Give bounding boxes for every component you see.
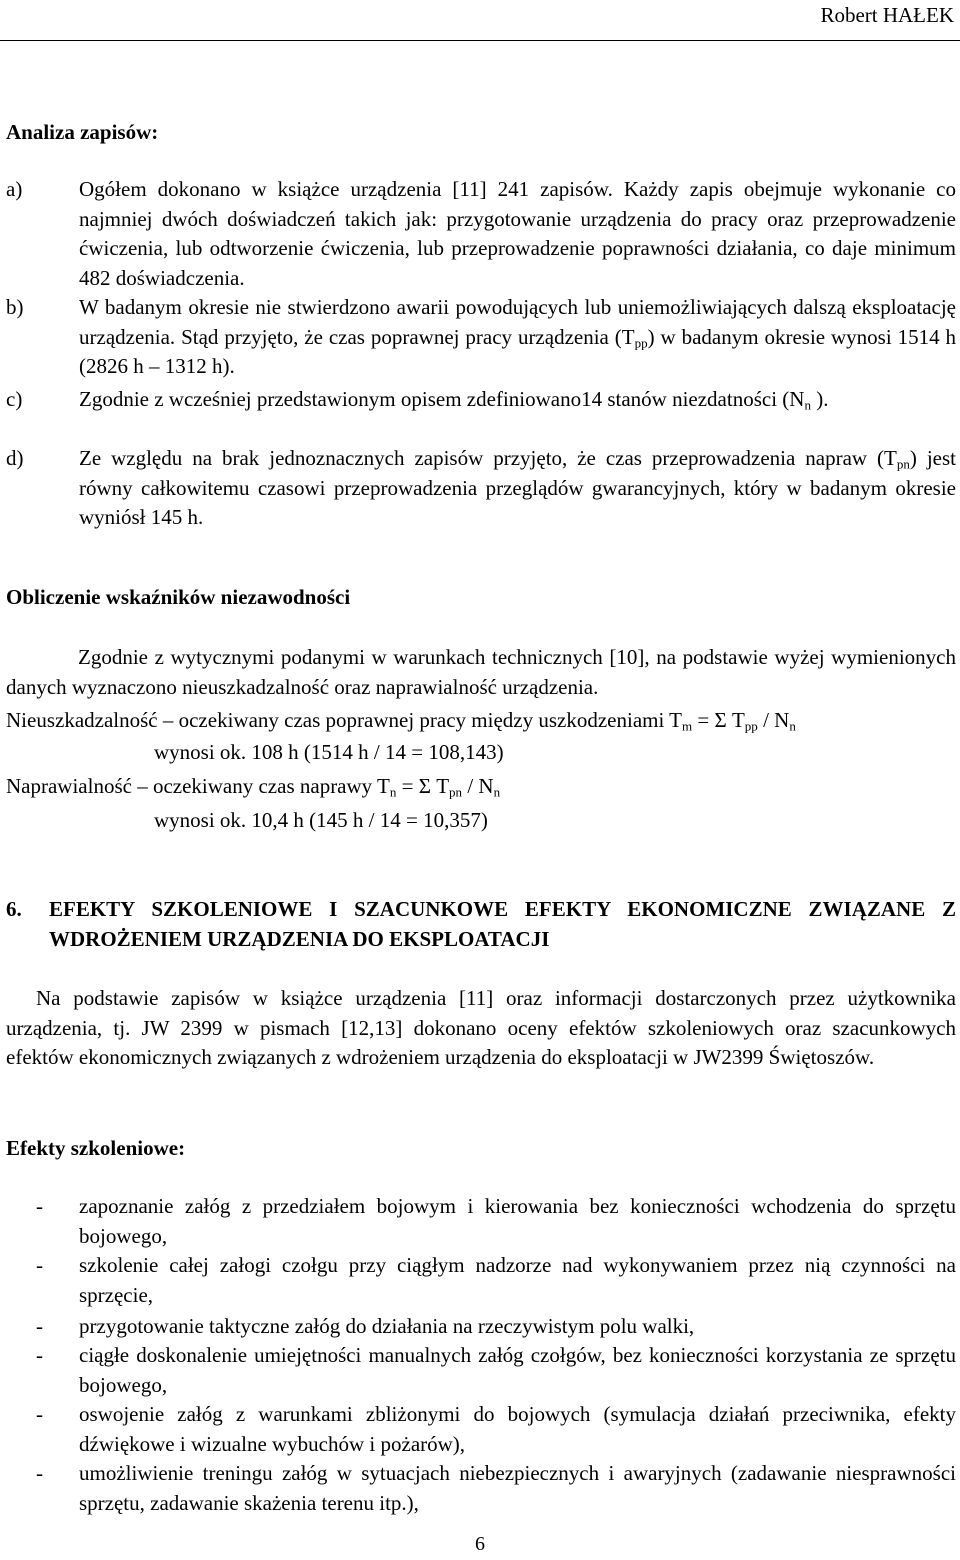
page-number: 6 [475, 1533, 485, 1555]
list-item [6, 1192, 956, 1251]
list-item-text: oswojenie załóg z warunkami zbliżonymi do bojowych (symulacja działań przeciwnika, efekty dźwiękowe i wizualne wybuchów i pożarów), [79, 1402, 956, 1456]
list-item [6, 1400, 956, 1459]
bullet-marker: - [36, 1343, 43, 1367]
list-item-text: zapoznanie załóg z przedziałem bojowym i kierowania bez konieczności wchodzenia do sprzętu bojowego, [79, 1194, 956, 1248]
section-paragraph: Na podstawie zapisów w książce urządzenia [11] oraz informacji dostarczonych przez użytkownika urządzenia, tj. JW 2399 w pismach [12,13] dokonano oceny efektów szkoleniowych oraz szacunkowych efektów ekonomicznych związanych z wdrożeniem urządzenia do eksploatacji w JW2399 Świętoszów. [6, 986, 956, 1069]
bullet-marker: - [36, 1314, 43, 1338]
list-item-text: ciągłe doskonalenie umiejętności manualnych załóg czołgów, bez konieczności korzystania ze sprzętu bojowego, [79, 1343, 956, 1397]
list-item [6, 444, 956, 533]
reliability-heading: Obliczenie wskaźników niezawodności [6, 585, 351, 609]
list-marker: b) [6, 295, 24, 319]
list-item-text: Ogółem dokonano w książce urządzenia [11] 241 zapisów. Każdy zapis obejmuje wykonanie co najmniej dwóch doświadczeń takich jak: przygotowanie urządzenia do pracy oraz przeprowadzenie ćwiczenia, lub odtworzenie ćwiczenia, lub przeprowadzenie poprawności działania, co daje minimum 482 doświadczenia. [79, 177, 956, 290]
bullet-marker: - [36, 1402, 43, 1426]
list-item [6, 1341, 956, 1400]
page-header [0, 0, 960, 41]
list-marker: c) [6, 387, 23, 411]
list-marker: d) [6, 446, 24, 470]
list-item-text: W badanym okresie nie stwierdzono awarii powodujących lub uniemożliwiających dalszą eksploatację urządzenia. Stąd przyjęto, że czas poprawnej pracy urządzenia $(T_{pp})$ w badanym okresie wynosi 1514 h (2826 h – 1312 h). [79, 295, 956, 378]
section-heading [6, 895, 956, 954]
bullet-marker: - [36, 1461, 43, 1485]
header-author: Robert HAŁEK [820, 3, 954, 27]
unreliability-result: wynosi ok. 108 h (1514 h / 14 = 108,143) [154, 740, 504, 764]
training-heading: Efekty szkoleniowe: [6, 1136, 186, 1160]
list-item [6, 1312, 956, 1342]
list-marker: a) [6, 177, 23, 201]
list-item-text: przygotowanie taktyczne załóg do działania na rzeczywistym polu walki, [79, 1314, 695, 1338]
list-item [6, 1459, 956, 1518]
list-item [6, 175, 956, 293]
reliability-intro: Zgodnie z wytycznymi podanymi w warunkach technicznych [10], na podstawie wyżej wymienionych danych wyznaczono nieuszkadzalność oraz naprawialność urządzenia. [6, 645, 956, 699]
repairability-result: wynosi ok. 10,4 h (145 h / 14 = 10,357) [154, 808, 488, 832]
list-item-text: Ze względu na brak jednoznacznych zapisów przyjęto, że czas przeprowadzenia napraw $(T_{pn})$ jest równy całkowitemu czasowi przeprowadzenia przeglądów gwarancyjnych, który w badanym okresie wyniósł 145 h. [79, 446, 956, 529]
section-number: 6. [6, 897, 22, 921]
bullet-marker: - [36, 1194, 43, 1218]
list-item-text: umożliwienie treningu załóg w sytuacjach niebezpiecznych i awaryjnych (zadawanie niesprawności sprzętu, zadawanie skażenia terenu itp.), [79, 1461, 956, 1515]
list-item [6, 293, 956, 382]
list-item [6, 385, 956, 415]
list-item-text: szkolenie całej załogi czołgu przy ciągłym nadzorze nad wykonywaniem przez nią czynności na sprzęcie, [79, 1253, 956, 1307]
unreliability-formula: Nieuszkadzalność – oczekiwany czas poprawnej pracy między uszkodzeniami $T_m = \Sigma$ $T_{pp} / N_n$ [6, 708, 796, 734]
list-item-text: Zgodnie z wcześniej przedstawionym opisem zdefiniowano14 stanów niezdatności ($N_n$ ). [79, 387, 829, 413]
list-item [6, 1251, 956, 1310]
repairability-formula: Naprawialność – oczekiwany czas naprawy $T_n = \Sigma$ $T_{pn} / N_n$ [6, 774, 501, 800]
analysis-heading: Analiza zapisów: [6, 120, 159, 144]
section-title: EFEKTY SZKOLENIOWE I SZACUNKOWE EFEKTY EKONOMICZNE ZWIĄZANE Z WDROŻENIEM URZĄDZENIA DO EKSPLOATACJI [49, 897, 956, 951]
bullet-marker: - [36, 1253, 43, 1277]
